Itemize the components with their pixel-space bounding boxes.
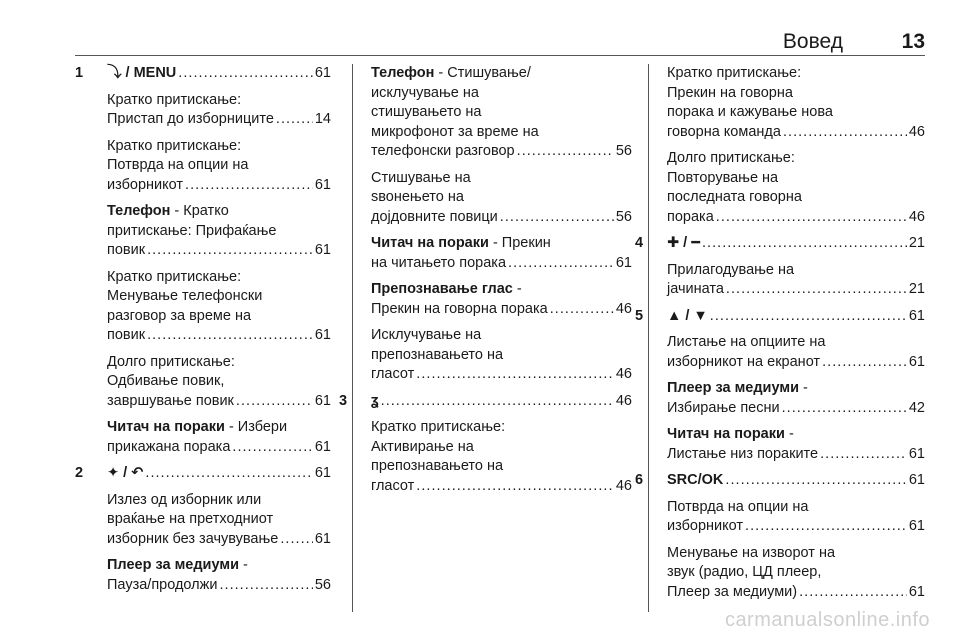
section-heading — [107, 64, 331, 84]
src-ok-label: SRC/OK — [667, 472, 724, 488]
back-arrow-icon: ✦ / ↶ — [107, 465, 144, 481]
index-entry: Телефон - Кратко притискање: Прифаќање повик . . . 61 — [107, 202, 331, 261]
column-2 — [339, 64, 632, 503]
section-number: 2 — [75, 465, 84, 481]
page-number: 13 — [901, 30, 925, 53]
up-down-arrow-icon: ▲ / ▼ — [667, 307, 708, 324]
menu-label: / MENU — [121, 65, 177, 81]
watermark: carmanualsonline.info — [724, 609, 930, 631]
column-3 — [635, 64, 925, 609]
index-entry: Излез од изборник или враќање на претходниот изборник без зачувување . . . 61 — [107, 491, 331, 550]
index-entry: Исклучување на препознавањето на гласот . . . 46 — [371, 326, 632, 385]
phone-end-icon: ⤵ — [107, 65, 122, 81]
section-heading: ▲ / ▼ . . . 61 — [667, 307, 925, 327]
section-4 — [635, 234, 925, 300]
page-title: Вовед — [782, 30, 843, 53]
header-rule — [75, 55, 925, 56]
index-entry: Долго притискање: Повторување на последната говорна порака . . . 46 — [667, 149, 925, 227]
section-number: 3 — [339, 392, 348, 409]
section-1 — [75, 64, 331, 457]
section-number: 6 — [635, 472, 644, 488]
index-entry: Кратко притискање: Прекин на говорна порака и кажување нова говорна команда . . . 46 — [667, 64, 925, 142]
index-entry: Препознавање глас - Прекин на говорна порака . . . 46 — [371, 280, 632, 319]
page-header — [75, 30, 925, 54]
section-number: 1 — [75, 65, 84, 81]
index-entry: Кратко притискање: Пристап до изборниците . . . 14 — [107, 91, 331, 130]
index-entry: Стишување на ѕвонењето на дојдовните повици . . . 56 — [371, 169, 632, 228]
plus-minus-icon: ✚ / ━ — [667, 235, 700, 251]
index-entry: Менување на изворот на звук (радио, ЦД плеер, Плеер за медиуми) . . . 61 — [667, 544, 925, 603]
index-entry: Кратко притискање: Активирање на препознавањето на гласот . . . 46 — [371, 418, 632, 496]
section-heading: SRC/OK . . . 61 — [667, 471, 925, 491]
section-heading: ✚ / ━ . . . 21 — [667, 234, 925, 254]
index-entry: Читач на пораки - Избери прикажана порака . . . 61 — [107, 418, 331, 457]
column-1 — [75, 64, 331, 602]
index-entry: Кратко притискање: Потврда на опции на изборникот . . . 61 — [107, 137, 331, 196]
section-6 — [635, 471, 925, 602]
index-entry: Долго притискање: Одбивање повик, завршување повик . . . 61 — [107, 353, 331, 412]
section-2 — [75, 464, 331, 595]
index-entry: Плеер за медиуми - Избирање песни . . . 42 — [667, 379, 925, 418]
section-heading: ✦ / ↶ . . . 61 — [107, 464, 331, 484]
index-entry: Листање на опциите на изборникот на екранот . . . 61 — [667, 333, 925, 372]
section-5 — [635, 307, 925, 465]
index-entry: Прилагодување на јачината . . . 21 — [667, 261, 925, 300]
index-entry: Потврда на опции на изборникот . . . 61 — [667, 498, 925, 537]
section-number: 4 — [635, 235, 644, 251]
column-divider-1 — [352, 64, 353, 612]
index-entry: Телефон - Стишување/ исклучување на стишувањето на микрофонот за време на телефонски разговор . . . 56 — [371, 64, 632, 162]
index-entry: Читач на пораки - Прекин на читањето порака . . . 61 — [371, 234, 632, 273]
section-3 — [339, 392, 632, 497]
section-heading: ʓ . . . 46 — [371, 392, 632, 412]
index-entry: Читач на пораки - Листање низ пораките . . . 61 — [667, 425, 925, 464]
section-number: 5 — [635, 307, 644, 324]
voice-icon: ʓ — [371, 392, 379, 409]
page-ref: 61 — [314, 65, 331, 81]
index-entry: Плеер за медиуми - Пауза/продолжи . . . 56 — [107, 556, 331, 595]
index-entry: Кратко притискање: Менување телефонски разговор за време на повик . . . 61 — [107, 268, 331, 346]
